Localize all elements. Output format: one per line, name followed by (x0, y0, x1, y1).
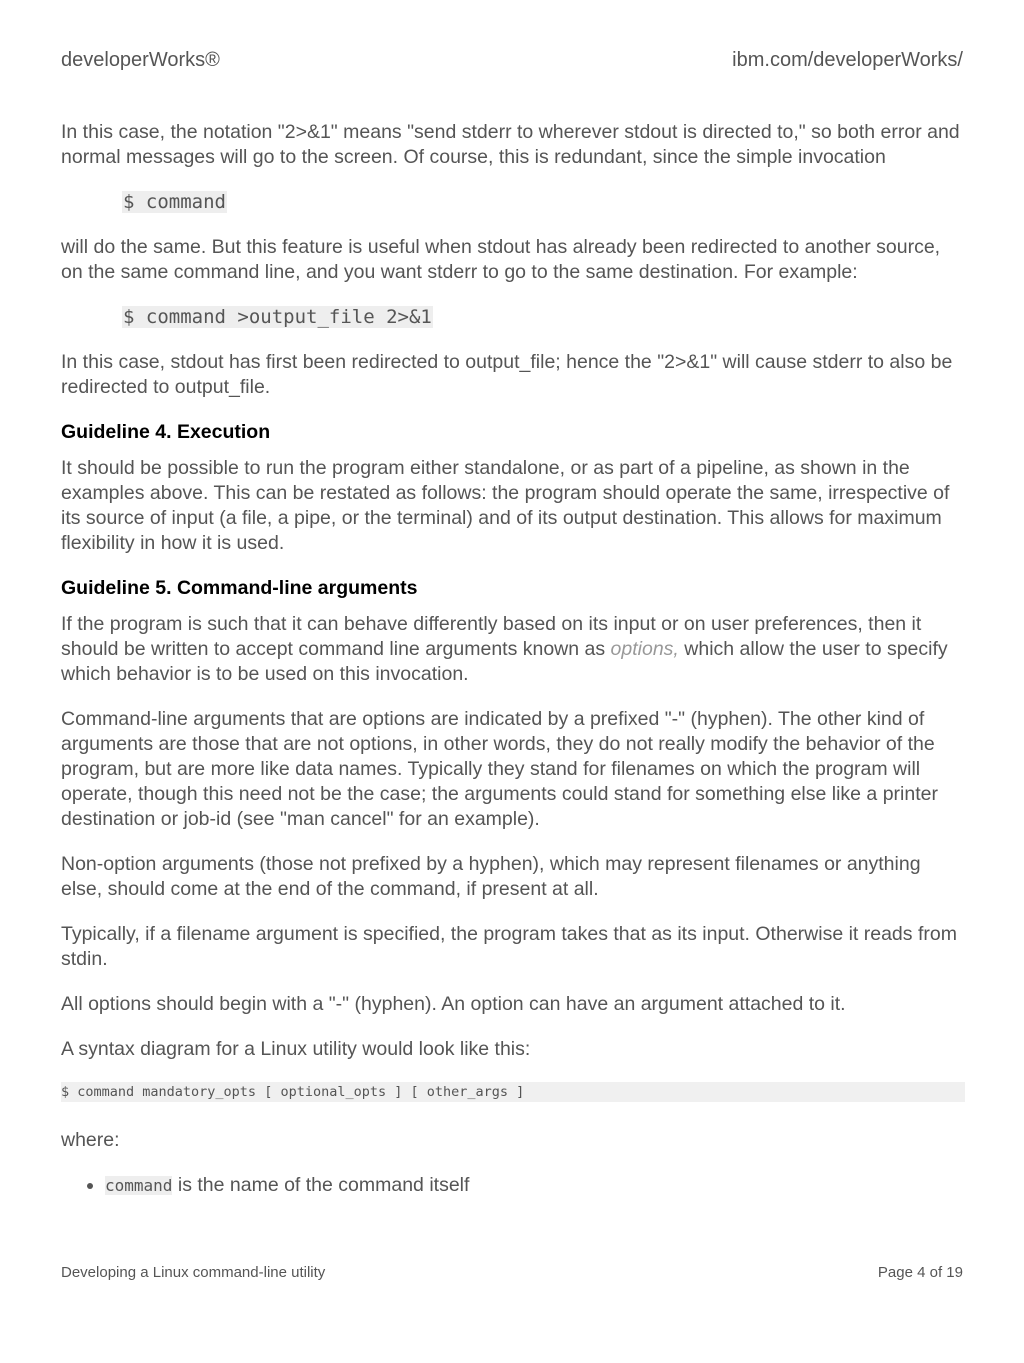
header-url: ibm.com/developerWorks/ (732, 49, 963, 71)
paragraph: will do the same. But this feature is useful when stdout has already been redirected to another source, on the same command line, and you want stderr to go to the same destination. For example: (61, 236, 941, 283)
paragraph: All options should begin with a "-" (hyphen). An option can have an argument attached to it. (61, 993, 846, 1015)
paragraph: Typically, if a filename argument is specified, the program takes that as its input. Otherwise it reads from stdin. (61, 923, 957, 970)
list-item-text: is the name of the command itself (172, 1174, 470, 1196)
paragraph: It should be possible to run the program either standalone, or as part of a pipeline, as shown in the examples above. This can be restated as follows: the program should operate the same, irrespective of its source of input (a file, a pipe, or the terminal) and of its output destination. This allows for maximum flexibility in how it is used. (61, 457, 950, 554)
page-number: Page 4 of 19 (877, 1264, 963, 1281)
code-text: $ command (123, 191, 226, 213)
paragraph (61, 612, 965, 687)
paragraph: where: (61, 1129, 120, 1151)
options-term: options, (610, 638, 679, 660)
paragraph: In this case, the notation "2>&1" means "send stderr to wherever stdout is directed to," so both error and normal messages will go to the screen. Of course, this is redundant, since the simple invocation (61, 121, 960, 168)
paragraph: A syntax diagram for a Linux utility would look like this: (61, 1038, 531, 1060)
article-body (61, 120, 965, 1198)
paragraph-text: If the program is such that it can behave differently based on its input or on user preferences, then it should be written to accept command line arguments known as (61, 613, 922, 660)
inline-code: command (105, 1176, 173, 1195)
paragraph-text: which allow the user to specify which behavior is to be used on this invocation. (61, 638, 948, 685)
header-site-name: developerWorks® (61, 49, 220, 71)
paragraph: Non-option arguments (those not prefixed by a hyphen), which may represent filenames or anything else, should come at the end of the command, if present at all. (61, 853, 921, 900)
section-heading: Guideline 5. Command-line arguments (61, 577, 418, 599)
syntax-code-block: $ command mandatory_opts [ optional_opts ] [ other_args ] (61, 1082, 965, 1102)
footer-title: Developing a Linux command-line utility (61, 1264, 326, 1281)
paragraph: In this case, stdout has first been redirected to output_file; hence the "2>&1" will cause stderr to also be redirected to output_file. (61, 351, 953, 398)
bullet-list (61, 1173, 965, 1198)
list-item (105, 1173, 965, 1198)
paragraph: Command-line arguments that are options are indicated by a prefixed "-" (hyphen). The other kind of arguments are those that are not options, in other words, they do not really modify the behavior of the program, but are more like data names. Typically they stand for filenames on which the program will operate, though this need not be the case; the arguments could stand for something else like a printer destination or job-id (see "man cancel" for an example). (61, 708, 938, 830)
code-example (122, 305, 965, 330)
section-heading: Guideline 4. Execution (61, 421, 271, 443)
code-text: $ command >output_file 2>&1 (123, 306, 432, 328)
code-example (122, 190, 965, 215)
